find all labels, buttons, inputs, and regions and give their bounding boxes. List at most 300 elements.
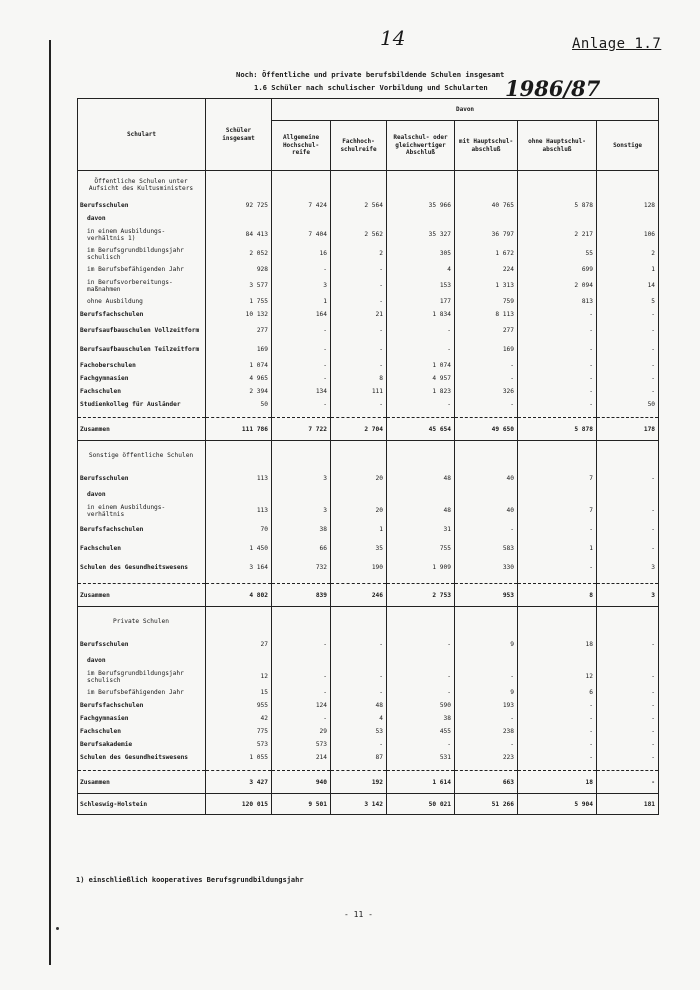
cell-value: - bbox=[331, 359, 387, 372]
cell-value: 1 834 bbox=[387, 308, 455, 321]
row-label: Fachgymnasien bbox=[78, 372, 206, 385]
cell-value bbox=[518, 488, 597, 501]
header-col-fachhochschulreife: Fachhoch-schulreife bbox=[331, 121, 387, 171]
cell-value bbox=[597, 441, 659, 470]
cell-value: 330 bbox=[455, 558, 518, 577]
cell-value: - bbox=[331, 321, 387, 340]
table-row bbox=[78, 686, 659, 699]
cell-value: 583 bbox=[455, 539, 518, 558]
cell-value: 18 bbox=[518, 635, 597, 654]
row-label: davon bbox=[78, 212, 206, 225]
cell-value: 1 672 bbox=[455, 244, 518, 263]
cell-value: 111 bbox=[331, 385, 387, 398]
cell-value: 181 bbox=[597, 794, 659, 815]
cell-value: 14 bbox=[597, 276, 659, 295]
cell-value bbox=[331, 654, 387, 667]
cell-value: 1 823 bbox=[387, 385, 455, 398]
cell-value: - bbox=[387, 340, 455, 359]
row-label: Fachschulen bbox=[78, 725, 206, 738]
header-schulart: Schulart bbox=[78, 99, 206, 171]
cell-value bbox=[272, 212, 331, 225]
cell-value: 12 bbox=[206, 667, 272, 686]
cell-value: 1 313 bbox=[455, 276, 518, 295]
cell-value: 223 bbox=[455, 751, 518, 764]
cell-value: 9 501 bbox=[272, 794, 331, 815]
cell-value: 4 bbox=[331, 712, 387, 725]
cell-value: 8 bbox=[518, 584, 597, 607]
cell-value: 35 bbox=[331, 539, 387, 558]
cell-value: 573 bbox=[272, 738, 331, 751]
row-label: Zusammen bbox=[78, 418, 206, 441]
cell-value: 40 765 bbox=[455, 199, 518, 212]
row-label: Zusammen bbox=[78, 771, 206, 794]
cell-value: 177 bbox=[387, 295, 455, 308]
cell-value bbox=[272, 607, 331, 636]
cell-value bbox=[597, 607, 659, 636]
cell-value: - bbox=[518, 372, 597, 385]
cell-value: 1 450 bbox=[206, 539, 272, 558]
cell-value: 8 bbox=[331, 372, 387, 385]
table-row bbox=[78, 635, 659, 654]
row-label: Fachschulen bbox=[78, 385, 206, 398]
cell-value: 2 704 bbox=[331, 418, 387, 441]
row-label: Berufsaufbauschulen Teilzeitform bbox=[78, 340, 206, 359]
cell-value: 12 bbox=[518, 667, 597, 686]
row-label: Berufsschulen bbox=[78, 199, 206, 212]
cell-value: - bbox=[597, 372, 659, 385]
cell-value: 1 bbox=[597, 263, 659, 276]
row-label: Berufsfachschulen bbox=[78, 699, 206, 712]
cell-value bbox=[387, 607, 455, 636]
cell-value: - bbox=[597, 308, 659, 321]
cell-value: - bbox=[387, 398, 455, 411]
row-label: Fachschulen bbox=[78, 539, 206, 558]
table-row bbox=[78, 212, 659, 225]
cell-value: 2 bbox=[597, 244, 659, 263]
cell-value: 3 164 bbox=[206, 558, 272, 577]
header-col-sonstige: Sonstige bbox=[597, 121, 659, 171]
cell-value: - bbox=[518, 558, 597, 577]
cell-value: 214 bbox=[272, 751, 331, 764]
binder-margin-line bbox=[49, 40, 51, 965]
cell-value: - bbox=[331, 738, 387, 751]
table-row bbox=[78, 654, 659, 667]
cell-value: - bbox=[455, 520, 518, 539]
cell-value: 120 015 bbox=[206, 794, 272, 815]
cell-value: 55 bbox=[518, 244, 597, 263]
cell-value: 2 562 bbox=[331, 225, 387, 244]
table-row bbox=[78, 263, 659, 276]
cell-value: 3 142 bbox=[331, 794, 387, 815]
cell-value: 10 132 bbox=[206, 308, 272, 321]
cell-value: 4 965 bbox=[206, 372, 272, 385]
table-row bbox=[78, 725, 659, 738]
cell-value: 775 bbox=[206, 725, 272, 738]
cell-value bbox=[331, 488, 387, 501]
row-label: Sonstige öffentliche Schulen bbox=[78, 441, 206, 470]
section-heading-row bbox=[78, 171, 659, 200]
cell-value: - bbox=[597, 699, 659, 712]
row-label: Berufsfachschulen bbox=[78, 520, 206, 539]
table-row bbox=[78, 359, 659, 372]
cell-value: - bbox=[597, 686, 659, 699]
table-row bbox=[78, 199, 659, 212]
cell-value: - bbox=[518, 725, 597, 738]
cell-value: - bbox=[597, 340, 659, 359]
cell-value: 3 bbox=[597, 584, 659, 607]
cell-value: - bbox=[272, 340, 331, 359]
cell-value: 8 113 bbox=[455, 308, 518, 321]
cell-value: 49 650 bbox=[455, 418, 518, 441]
cell-value: 7 722 bbox=[272, 418, 331, 441]
cell-value: - bbox=[518, 520, 597, 539]
cell-value: - bbox=[331, 263, 387, 276]
cell-value bbox=[331, 607, 387, 636]
table-row bbox=[78, 469, 659, 488]
cell-value bbox=[597, 171, 659, 200]
cell-value: 1 bbox=[272, 295, 331, 308]
cell-value bbox=[518, 441, 597, 470]
cell-value: - bbox=[597, 751, 659, 764]
cell-value: 134 bbox=[272, 385, 331, 398]
cell-value: 111 786 bbox=[206, 418, 272, 441]
cell-value: - bbox=[518, 321, 597, 340]
cell-value: - bbox=[518, 738, 597, 751]
row-label: in einem Ausbildungs-verhältnis bbox=[78, 501, 206, 520]
cell-value: 4 957 bbox=[387, 372, 455, 385]
cell-value: 326 bbox=[455, 385, 518, 398]
document-title: Noch: Öffentliche und private berufsbildende Schulen insgesamt bbox=[236, 70, 505, 79]
subtotal-row bbox=[78, 584, 659, 607]
cell-value: - bbox=[387, 686, 455, 699]
cell-value: - bbox=[597, 469, 659, 488]
cell-value: 84 413 bbox=[206, 225, 272, 244]
cell-value: 1 055 bbox=[206, 751, 272, 764]
cell-value: - bbox=[597, 712, 659, 725]
cell-value: 53 bbox=[331, 725, 387, 738]
cell-value: - bbox=[272, 712, 331, 725]
cell-value: 38 bbox=[272, 520, 331, 539]
cell-value: 40 bbox=[455, 469, 518, 488]
cell-value: 48 bbox=[387, 501, 455, 520]
row-label: Schulen des Gesundheitswesens bbox=[78, 558, 206, 577]
row-label: Private Schulen bbox=[78, 607, 206, 636]
cell-value: - bbox=[597, 520, 659, 539]
cell-value: 1 bbox=[518, 539, 597, 558]
cell-value: 1 614 bbox=[387, 771, 455, 794]
cell-value: 5 878 bbox=[518, 199, 597, 212]
cell-value: 31 bbox=[387, 520, 455, 539]
row-label: Fachoberschulen bbox=[78, 359, 206, 372]
cell-value: - bbox=[518, 712, 597, 725]
cell-value: 1 074 bbox=[206, 359, 272, 372]
cell-value: - bbox=[331, 635, 387, 654]
cell-value: - bbox=[597, 539, 659, 558]
cell-value: 699 bbox=[518, 263, 597, 276]
row-label: im Berufsbefähigenden Jahr bbox=[78, 686, 206, 699]
cell-value bbox=[597, 212, 659, 225]
cell-value bbox=[272, 654, 331, 667]
cell-value: 238 bbox=[455, 725, 518, 738]
table-row bbox=[78, 712, 659, 725]
cell-value: - bbox=[597, 385, 659, 398]
cell-value: 113 bbox=[206, 501, 272, 520]
cell-value: - bbox=[455, 738, 518, 751]
cell-value: 51 266 bbox=[455, 794, 518, 815]
margin-dot bbox=[56, 927, 59, 930]
cell-value: 29 bbox=[272, 725, 331, 738]
cell-value: 455 bbox=[387, 725, 455, 738]
row-label: in einem Ausbildungs-verhältnis 1) bbox=[78, 225, 206, 244]
table-row bbox=[78, 385, 659, 398]
cell-value: - bbox=[272, 321, 331, 340]
cell-value: 164 bbox=[272, 308, 331, 321]
table-row bbox=[78, 539, 659, 558]
cell-value: 2 753 bbox=[387, 584, 455, 607]
cell-value bbox=[331, 212, 387, 225]
cell-value: 7 bbox=[518, 501, 597, 520]
cell-value: 1 755 bbox=[206, 295, 272, 308]
cell-value: - bbox=[455, 398, 518, 411]
cell-value: 7 bbox=[518, 469, 597, 488]
cell-value bbox=[206, 171, 272, 200]
cell-value bbox=[455, 654, 518, 667]
cell-value: - bbox=[597, 359, 659, 372]
table-row bbox=[78, 558, 659, 577]
cell-value: - bbox=[331, 340, 387, 359]
cell-value: 50 bbox=[597, 398, 659, 411]
row-label: Schulen des Gesundheitswesens bbox=[78, 751, 206, 764]
cell-value: 2 bbox=[331, 244, 387, 263]
cell-value: 953 bbox=[455, 584, 518, 607]
cell-value: 813 bbox=[518, 295, 597, 308]
cell-value: 2 052 bbox=[206, 244, 272, 263]
table-row bbox=[78, 225, 659, 244]
cell-value bbox=[387, 654, 455, 667]
cell-value: - bbox=[597, 771, 659, 794]
cell-value: - bbox=[455, 359, 518, 372]
header-davon: Davon bbox=[272, 99, 659, 121]
cell-value: 4 802 bbox=[206, 584, 272, 607]
cell-value: - bbox=[387, 667, 455, 686]
cell-value: 3 bbox=[272, 501, 331, 520]
cell-value: 2 094 bbox=[518, 276, 597, 295]
cell-value bbox=[518, 171, 597, 200]
cell-value: 7 424 bbox=[272, 199, 331, 212]
cell-value bbox=[206, 607, 272, 636]
cell-value: 45 654 bbox=[387, 418, 455, 441]
cell-value: - bbox=[597, 725, 659, 738]
cell-value: 35 966 bbox=[387, 199, 455, 212]
cell-value: 178 bbox=[597, 418, 659, 441]
cell-value: - bbox=[597, 501, 659, 520]
cell-value bbox=[455, 212, 518, 225]
cell-value: 3 bbox=[272, 469, 331, 488]
table-row bbox=[78, 372, 659, 385]
cell-value: 38 bbox=[387, 712, 455, 725]
cell-value bbox=[206, 212, 272, 225]
cell-value bbox=[206, 488, 272, 501]
cell-value: 70 bbox=[206, 520, 272, 539]
cell-value: 36 797 bbox=[455, 225, 518, 244]
cell-value: 169 bbox=[206, 340, 272, 359]
cell-value: - bbox=[597, 738, 659, 751]
cell-value: 3 bbox=[597, 558, 659, 577]
cell-value bbox=[518, 212, 597, 225]
cell-value: 732 bbox=[272, 558, 331, 577]
cell-value: - bbox=[518, 385, 597, 398]
cell-value: 305 bbox=[387, 244, 455, 263]
handwritten-page-number: 14 bbox=[380, 26, 406, 50]
cell-value: 35 327 bbox=[387, 225, 455, 244]
table-row bbox=[78, 520, 659, 539]
cell-value: 928 bbox=[206, 263, 272, 276]
row-label: im Berufsgrundbildungsjahr schulisch bbox=[78, 667, 206, 686]
table-row bbox=[78, 699, 659, 712]
cell-value: 5 bbox=[597, 295, 659, 308]
cell-value bbox=[387, 488, 455, 501]
header-col-mit-hauptschulabschluss: mit Hauptschul-abschluß bbox=[455, 121, 518, 171]
cell-value bbox=[272, 441, 331, 470]
cell-value: - bbox=[331, 276, 387, 295]
table-row bbox=[78, 751, 659, 764]
cell-value: - bbox=[331, 667, 387, 686]
cell-value: - bbox=[331, 295, 387, 308]
cell-value: 128 bbox=[597, 199, 659, 212]
cell-value: 573 bbox=[206, 738, 272, 751]
section-heading-row bbox=[78, 441, 659, 470]
footnote: 1) einschließlich kooperatives Berufsgrundbildungsjahr bbox=[76, 876, 304, 884]
row-label: im Berufsbefähigenden Jahr bbox=[78, 263, 206, 276]
row-label: davon bbox=[78, 488, 206, 501]
cell-value bbox=[387, 171, 455, 200]
cell-value: 124 bbox=[272, 699, 331, 712]
handwritten-year: 1986/87 bbox=[505, 76, 601, 101]
cell-value: - bbox=[272, 359, 331, 372]
table-row bbox=[78, 321, 659, 340]
cell-value: 2 217 bbox=[518, 225, 597, 244]
cell-value: 663 bbox=[455, 771, 518, 794]
cell-value: - bbox=[272, 667, 331, 686]
cell-value: - bbox=[597, 635, 659, 654]
cell-value: 87 bbox=[331, 751, 387, 764]
cell-value bbox=[455, 488, 518, 501]
table-row bbox=[78, 501, 659, 520]
cell-value: 20 bbox=[331, 469, 387, 488]
cell-value: 92 725 bbox=[206, 199, 272, 212]
cell-value: - bbox=[331, 686, 387, 699]
row-label: in Berufsvorbereitungs-maßnahmen bbox=[78, 276, 206, 295]
cell-value: 590 bbox=[387, 699, 455, 712]
row-label: im Berufsgrundbildungsjahr schulisch bbox=[78, 244, 206, 263]
row-label: Fachgymnasien bbox=[78, 712, 206, 725]
cell-value: 224 bbox=[455, 263, 518, 276]
cell-value: - bbox=[597, 321, 659, 340]
cell-value bbox=[518, 654, 597, 667]
cell-value bbox=[455, 607, 518, 636]
cell-value: 1 bbox=[331, 520, 387, 539]
row-label: Studienkolleg für Ausländer bbox=[78, 398, 206, 411]
cell-value: - bbox=[387, 635, 455, 654]
table-row bbox=[78, 308, 659, 321]
table-body bbox=[78, 171, 659, 815]
cell-value bbox=[331, 171, 387, 200]
cell-value: 40 bbox=[455, 501, 518, 520]
cell-value: - bbox=[518, 308, 597, 321]
cell-value: 106 bbox=[597, 225, 659, 244]
cell-value: - bbox=[272, 398, 331, 411]
cell-value bbox=[387, 212, 455, 225]
cell-value: 190 bbox=[331, 558, 387, 577]
cell-value: - bbox=[518, 398, 597, 411]
cell-value: 2 394 bbox=[206, 385, 272, 398]
cell-value: 759 bbox=[455, 295, 518, 308]
cell-value: 3 577 bbox=[206, 276, 272, 295]
cell-value bbox=[206, 441, 272, 470]
header-col-hochschulreife: Allgemeine Hochschul-reife bbox=[272, 121, 331, 171]
cell-value: 21 bbox=[331, 308, 387, 321]
cell-value: 9 bbox=[455, 635, 518, 654]
cell-value: 940 bbox=[272, 771, 331, 794]
cell-value: 955 bbox=[206, 699, 272, 712]
cell-value bbox=[387, 441, 455, 470]
cell-value: 1 074 bbox=[387, 359, 455, 372]
cell-value bbox=[331, 441, 387, 470]
cell-value: 50 021 bbox=[387, 794, 455, 815]
cell-value: - bbox=[331, 398, 387, 411]
cell-value: 277 bbox=[206, 321, 272, 340]
row-label: Schleswig-Holstein bbox=[78, 794, 206, 815]
cell-value: 1 909 bbox=[387, 558, 455, 577]
cell-value: 5 878 bbox=[518, 418, 597, 441]
table-row bbox=[78, 738, 659, 751]
cell-value: - bbox=[272, 263, 331, 276]
row-label: Berufsakademie bbox=[78, 738, 206, 751]
cell-value: 3 427 bbox=[206, 771, 272, 794]
cell-value: - bbox=[272, 372, 331, 385]
cell-value: 66 bbox=[272, 539, 331, 558]
cell-value: 9 bbox=[455, 686, 518, 699]
table-row bbox=[78, 340, 659, 359]
cell-value: - bbox=[518, 340, 597, 359]
cell-value: - bbox=[455, 667, 518, 686]
cell-value bbox=[455, 171, 518, 200]
cell-value bbox=[272, 488, 331, 501]
cell-value: 277 bbox=[455, 321, 518, 340]
cell-value bbox=[597, 654, 659, 667]
table-row bbox=[78, 488, 659, 501]
cell-value: 5 904 bbox=[518, 794, 597, 815]
cell-value: 531 bbox=[387, 751, 455, 764]
row-label: Zusammen bbox=[78, 584, 206, 607]
section-heading-row bbox=[78, 607, 659, 636]
cell-value: 15 bbox=[206, 686, 272, 699]
cell-value: 50 bbox=[206, 398, 272, 411]
cell-value: 6 bbox=[518, 686, 597, 699]
cell-value: - bbox=[387, 321, 455, 340]
cell-value: 42 bbox=[206, 712, 272, 725]
page-number: - 11 - bbox=[344, 910, 373, 919]
annex-label: Anlage 1.7 bbox=[572, 36, 662, 52]
cell-value: 4 bbox=[387, 263, 455, 276]
table-row bbox=[78, 398, 659, 411]
cell-value: 193 bbox=[455, 699, 518, 712]
cell-value: 48 bbox=[331, 699, 387, 712]
cell-value: - bbox=[272, 635, 331, 654]
cell-value: 20 bbox=[331, 501, 387, 520]
cell-value: - bbox=[518, 751, 597, 764]
cell-value: 7 404 bbox=[272, 225, 331, 244]
